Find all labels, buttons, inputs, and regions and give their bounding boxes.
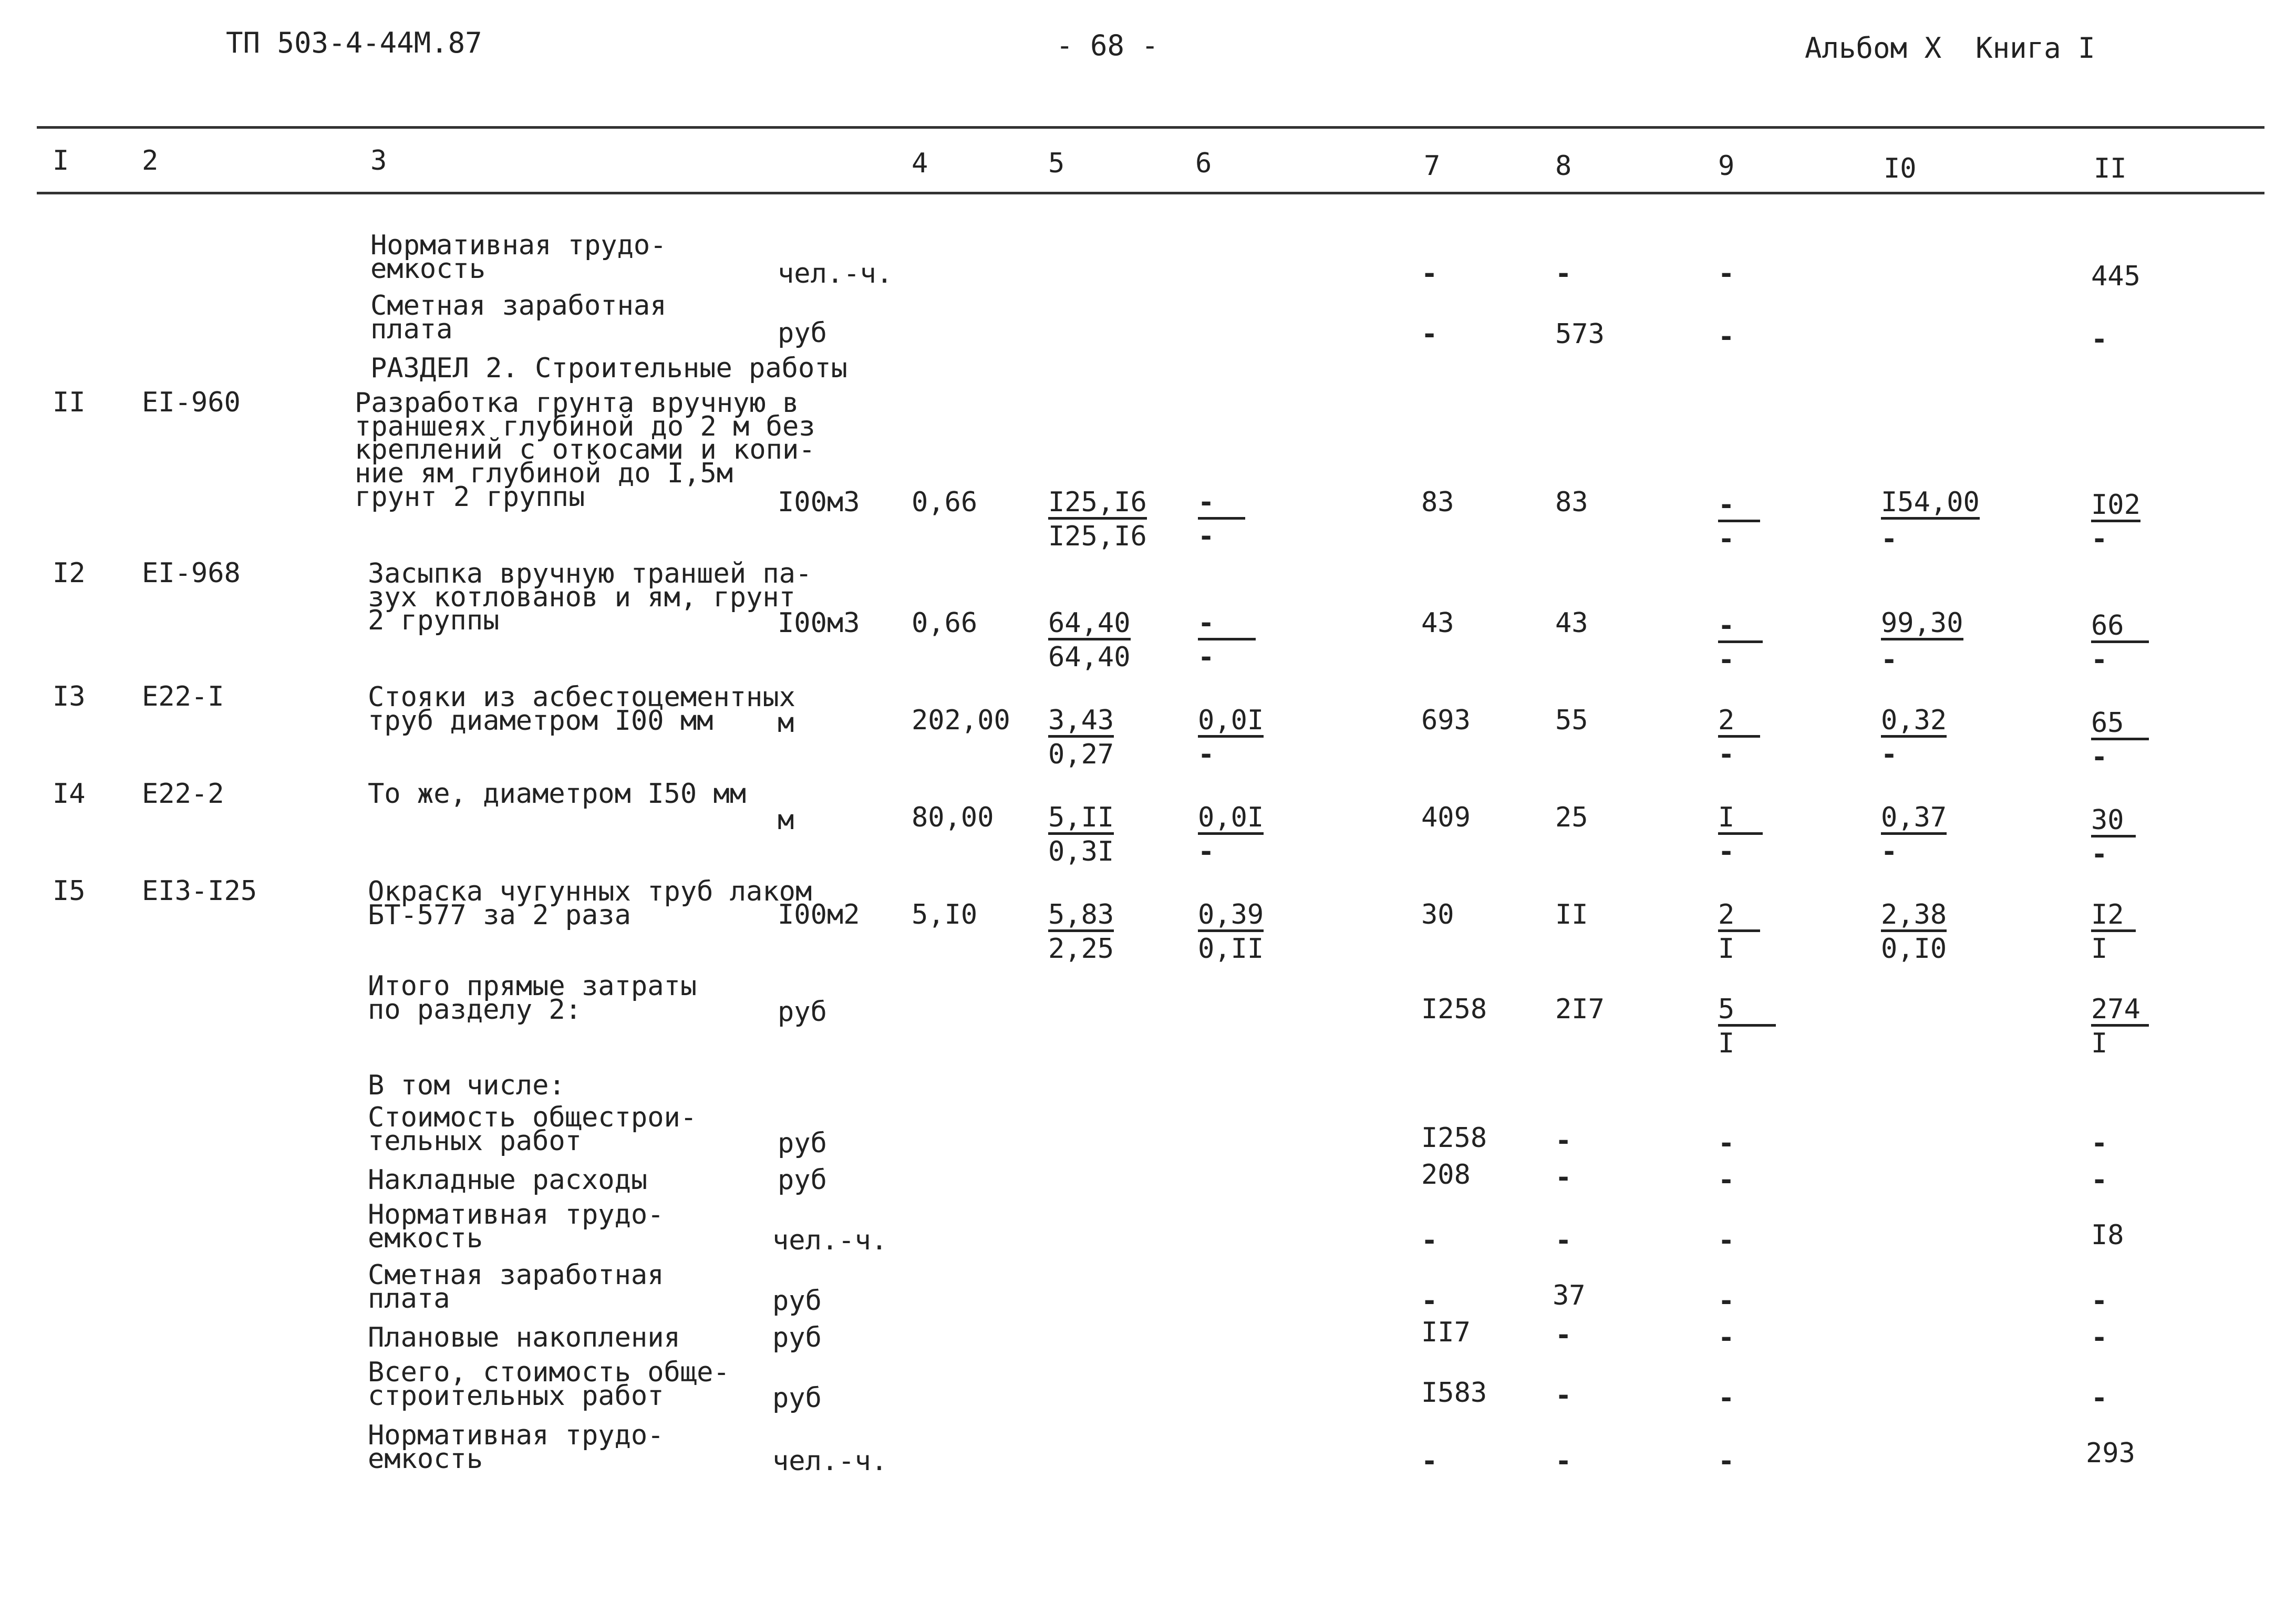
cell-c8: - (1555, 1162, 1572, 1193)
cell-c8: II (1555, 899, 1588, 930)
cell-c9-top: 2 (1718, 901, 1760, 932)
cell-c9-top: 5 (1718, 996, 1776, 1027)
cell-c7: I583 (1421, 1377, 1487, 1409)
cell-c8: 83 (1555, 487, 1588, 518)
cell-c7: - (1421, 1285, 1438, 1317)
row-unit: чел.-ч. (772, 1445, 888, 1477)
col-header-1: I (53, 145, 69, 177)
row-unit: руб (772, 1382, 822, 1414)
col-header-10: I0 (1884, 153, 1917, 184)
cell-c8: 37 (1553, 1280, 1586, 1311)
cell-c11: - (2091, 1164, 2108, 1196)
item-code: EI-960 (142, 387, 241, 418)
col-header-3: 3 (370, 145, 387, 177)
cell-c10-bottom: - (1881, 644, 1898, 676)
cell-c6-bottom: - (1198, 642, 1215, 673)
item-name: Разработка грунта вручную в траншеях глубиной до 2 м без креплений с откосами и копи- ние ям глубиной до I,5м грунт 2 группы (355, 387, 815, 513)
col-header-4: 4 (912, 148, 928, 179)
header-top-rule (37, 126, 2264, 129)
cell-c7: 83 (1421, 487, 1454, 518)
cell-c9-bottom: - (1718, 523, 1735, 555)
col-header-6: 6 (1195, 148, 1212, 179)
cell-c10-top: 2,38 (1881, 901, 1947, 932)
col-header-2: 2 (142, 145, 159, 177)
cell-c8: - (1555, 258, 1572, 289)
cell-c6-top: - (1198, 609, 1256, 640)
item-qty: 0,66 (912, 487, 978, 518)
item-unit: I00м3 (778, 607, 860, 639)
cell-c11-bottom: - (2091, 644, 2108, 676)
including-label: В том числе: (368, 1070, 565, 1101)
total-name: Итого прямые затраты по разделу 2: (368, 970, 697, 1026)
doc-code: ТП 503-4-44М.87 (226, 26, 482, 59)
cell-c7: - (1421, 1445, 1438, 1477)
col-header-8: 8 (1555, 150, 1572, 182)
item-code: E22-2 (142, 778, 224, 810)
cell-c10-bottom: - (1881, 836, 1898, 867)
cell-c11-top: I02 (2091, 491, 2140, 522)
section-title: РАЗДЕЛ 2. Строительные работы (370, 353, 847, 384)
cell-c7: - (1421, 258, 1438, 289)
cell-c5-top: 5,II (1048, 804, 1114, 835)
cell-c11-bottom: - (2091, 741, 2108, 773)
cell-c11: - (2091, 324, 2108, 355)
cell-c9-top: 2 (1718, 707, 1760, 738)
cell-c6-top: 0,39 (1198, 901, 1264, 932)
cell-c7: I258 (1421, 994, 1487, 1025)
item-qty: 80,00 (912, 802, 994, 833)
cell-c8: 55 (1555, 705, 1588, 736)
cell-c9: - (1718, 321, 1735, 353)
cell-c9: - (1718, 1285, 1735, 1317)
cell-c9-bottom: - (1718, 739, 1735, 770)
row-name: Нормативная трудо- емкость (368, 1199, 664, 1254)
cell-c6-top: 0,0I (1198, 804, 1264, 835)
cell-c10-top: I54,00 (1881, 489, 1980, 520)
cell-c7: 208 (1421, 1159, 1471, 1191)
item-unit: м (778, 707, 794, 739)
cell-c9-bottom: - (1718, 644, 1735, 676)
cell-c7: - (1421, 318, 1438, 350)
cell-c6-bottom: - (1198, 521, 1215, 552)
cell-c10-top: 0,37 (1881, 804, 1947, 835)
cell-c10-top: 99,30 (1881, 609, 1963, 640)
cell-c9: - (1718, 1322, 1735, 1353)
album-label: Альбом X Книга I (1805, 32, 2095, 65)
cell-c8: 573 (1555, 318, 1605, 350)
cell-c5-bottom: 2,25 (1048, 933, 1114, 965)
cell-c9-bottom: I (1718, 1028, 1735, 1059)
cell-c6-bottom: - (1198, 739, 1215, 770)
cell-c9-bottom: - (1718, 836, 1735, 867)
row-name: Стоимость общестрои- тельных работ (368, 1102, 697, 1157)
cell-c7: - (1421, 1225, 1438, 1256)
row-unit: чел.-ч. (778, 258, 893, 289)
cell-c11-top: 66 (2091, 612, 2149, 643)
cell-c9-top: I (1718, 804, 1763, 835)
cell-c9-top: - (1718, 491, 1760, 522)
item-unit: I00м3 (778, 487, 860, 518)
cell-c11-bottom: - (2091, 523, 2108, 555)
cell-c8: - (1555, 1380, 1572, 1411)
item-number: I2 (53, 557, 86, 589)
total-unit: руб (778, 996, 827, 1028)
cell-c6-top: 0,0I (1198, 707, 1264, 738)
cell-c11-bottom: I (2091, 933, 2108, 965)
item-number: I3 (53, 681, 86, 712)
header-bottom-rule (37, 192, 2264, 194)
row-unit: руб (772, 1285, 822, 1317)
cell-c8: 25 (1555, 802, 1588, 833)
cell-c6-top: - (1198, 489, 1245, 520)
cell-c5-top: 5,83 (1048, 901, 1114, 932)
cell-c11: - (2091, 1382, 2108, 1414)
row-unit: руб (772, 1322, 822, 1353)
cell-c6-bottom: - (1198, 836, 1215, 867)
row-unit: чел.-ч. (772, 1225, 888, 1256)
row-unit: руб (778, 317, 827, 349)
row-unit: руб (778, 1164, 827, 1196)
cell-c11: - (2091, 1285, 2108, 1317)
cell-c5-bottom: 0,27 (1048, 739, 1114, 770)
item-unit: м (778, 804, 794, 836)
row-name: Сметная заработная плата (370, 290, 667, 345)
row-name: Плановые накопления (368, 1322, 680, 1353)
cell-c9: - (1718, 1128, 1735, 1159)
item-qty: 5,I0 (912, 899, 978, 930)
row-unit: руб (778, 1128, 827, 1159)
row-name: Сметная заработная плата (368, 1259, 664, 1315)
col-header-7: 7 (1424, 150, 1441, 182)
cell-c5-top: I25,I6 (1048, 489, 1147, 520)
cell-c11-top: 30 (2091, 806, 2136, 837)
item-name: Засыпка вручную траншей па- зух котлованов и ям, грунт 2 группы (368, 558, 812, 637)
cell-c10-bottom: 0,I0 (1881, 933, 1947, 965)
cell-c11: - (2091, 1128, 2108, 1159)
item-code: EI3-I25 (142, 875, 257, 907)
cell-c9: - (1718, 1382, 1735, 1414)
cell-c7: I258 (1421, 1122, 1487, 1154)
cell-c7: 43 (1421, 607, 1454, 639)
cell-c11: I8 (2091, 1219, 2124, 1251)
cell-c5-bottom: 64,40 (1048, 642, 1131, 673)
col-header-5: 5 (1048, 148, 1065, 179)
item-number: I4 (53, 778, 86, 810)
cell-c11-bottom: I (2091, 1028, 2108, 1059)
cell-c8: - (1555, 1125, 1572, 1156)
cell-c11-bottom: - (2091, 839, 2108, 870)
item-unit: I00м2 (778, 899, 860, 930)
row-name: Нормативная трудо- емкость (368, 1420, 664, 1475)
cell-c10-bottom: - (1881, 523, 1898, 555)
cell-c11-top: 274 (2091, 996, 2149, 1027)
cell-c11: - (2091, 1322, 2108, 1353)
cell-c7: 30 (1421, 899, 1454, 930)
cell-c9: - (1718, 1225, 1735, 1256)
cell-c8: 43 (1555, 607, 1588, 639)
cell-c8: 2I7 (1555, 994, 1605, 1025)
cell-c5-top: 3,43 (1048, 707, 1114, 738)
item-number: II (53, 387, 86, 418)
item-name: То же, диаметром I50 мм (368, 778, 747, 810)
cell-c9: - (1718, 1164, 1735, 1196)
cell-c8: - (1555, 1319, 1572, 1351)
cell-c8: - (1555, 1225, 1572, 1256)
cell-c5-bottom: I25,I6 (1048, 521, 1147, 552)
cell-c10-bottom: - (1881, 739, 1898, 770)
item-qty: 0,66 (912, 607, 978, 639)
cell-c7: 409 (1421, 802, 1471, 833)
cell-c11: 293 (2086, 1438, 2135, 1469)
cell-c9: - (1718, 1445, 1735, 1477)
row-name: Накладные расходы (368, 1164, 648, 1196)
item-qty: 202,00 (912, 705, 1010, 736)
item-number: I5 (53, 875, 86, 907)
cell-c8: - (1555, 1445, 1572, 1477)
item-code: EI-968 (142, 557, 241, 589)
item-name: Окраска чугунных труб лаком БТ-577 за 2 раза (368, 876, 812, 931)
row-name: Всего, стоимость обще- строительных работ (368, 1357, 730, 1412)
cell-c11-top: 65 (2091, 709, 2149, 740)
page-number: - 68 - (1056, 29, 1159, 62)
row-name: Нормативная трудо- емкость (370, 230, 667, 285)
item-code: E22-I (142, 681, 224, 712)
cell-c5-bottom: 0,3I (1048, 836, 1114, 867)
cell-c6-bottom: 0,II (1198, 933, 1264, 965)
cell-c11-top: I2 (2091, 901, 2136, 932)
cell-c5-top: 64,40 (1048, 609, 1131, 640)
cell-c9: - (1718, 258, 1735, 289)
cell-c9-top: - (1718, 612, 1763, 643)
col-header-11: II (2094, 153, 2127, 184)
item-name: Стояки из асбестоцементных труб диаметром I00 мм (368, 681, 795, 737)
cell-c11: 445 (2091, 261, 2140, 292)
cell-c7: II7 (1421, 1317, 1471, 1348)
cell-c7: 693 (1421, 705, 1471, 736)
cell-c10-top: 0,32 (1881, 707, 1947, 738)
col-header-9: 9 (1718, 150, 1735, 182)
cell-c9-bottom: I (1718, 933, 1735, 965)
